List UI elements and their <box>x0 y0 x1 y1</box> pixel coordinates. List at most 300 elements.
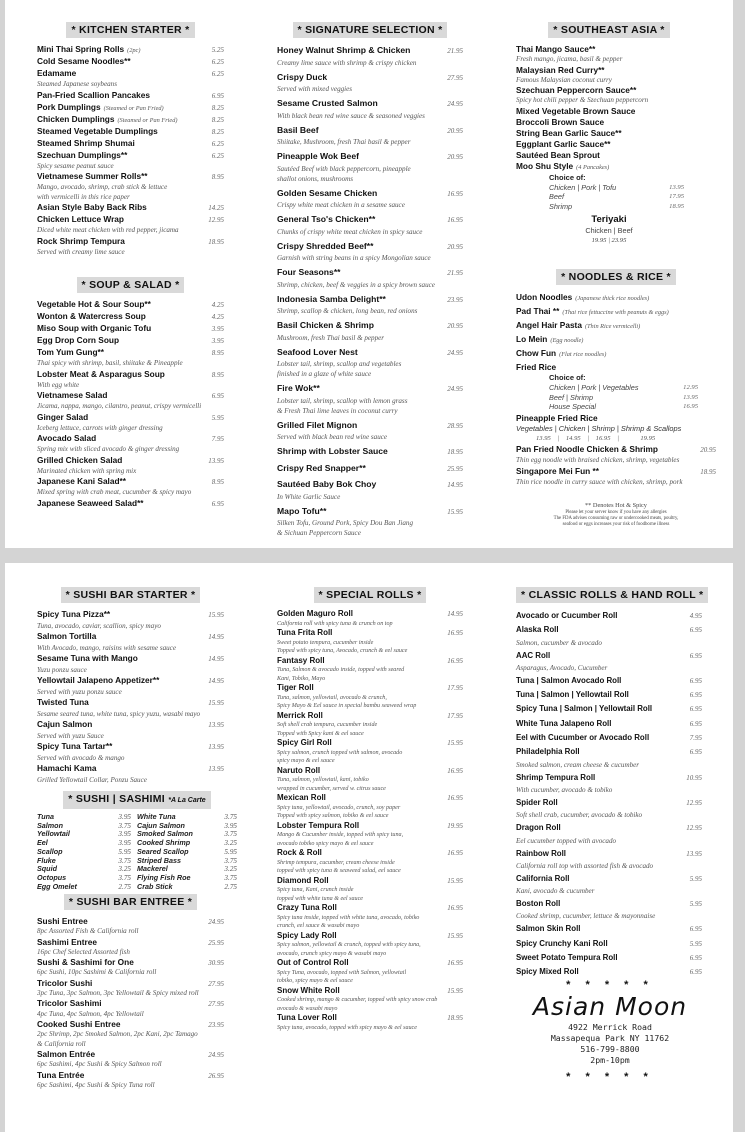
item-row <box>37 68 224 80</box>
menu-item <box>277 609 463 628</box>
menu-items <box>37 916 224 1090</box>
item-name: Crab Stick <box>137 881 173 891</box>
menu-items <box>37 44 224 257</box>
item-row <box>37 631 224 643</box>
item-name: Spicy Mixed Roll <box>516 967 579 977</box>
item-note: (Steamed or Pan Fried) <box>103 104 164 112</box>
item-name: Tuna <box>37 812 55 821</box>
item-name: Avocado Salad <box>37 433 97 443</box>
menu-item <box>277 150 463 184</box>
item-name: Udon Noodles <box>516 292 573 302</box>
choice-label: Beef <box>549 192 565 201</box>
section-sushi-bar-entree <box>37 894 224 1090</box>
item-price: 16.95 <box>447 629 463 637</box>
item-row <box>277 1013 463 1024</box>
item-row <box>516 717 702 731</box>
item-name: White Tuna <box>137 812 176 821</box>
item-price: 16.95 <box>447 189 463 198</box>
item-row <box>516 333 716 347</box>
menu-item <box>516 412 716 443</box>
item-price: 7.95 <box>689 734 702 743</box>
item-name: Spicy Crunchy Kani Roll <box>516 938 608 948</box>
item-row <box>277 150 463 164</box>
item-row <box>277 656 463 667</box>
item-price: 6.25 <box>211 151 224 160</box>
item-row <box>516 771 702 785</box>
item-row <box>37 916 224 927</box>
item-name: Edamame <box>37 68 77 78</box>
item-price: 3.95 <box>211 325 224 333</box>
item-price: 30.95 <box>208 959 224 968</box>
item-name: Mexican Roll <box>277 793 326 802</box>
item-price: 16.95 <box>447 959 463 967</box>
item-name: Fire Wok** <box>277 383 320 393</box>
item-price: 14.25 <box>208 204 224 212</box>
item-price: 15.95 <box>447 739 463 747</box>
menu-item <box>516 702 702 716</box>
item-price: 3.75 <box>224 813 237 821</box>
item-description: tobiko, spicy mayo & eel sauce <box>277 978 353 984</box>
item-price: 17.95 <box>447 684 463 692</box>
item-name: Mackerel <box>137 864 168 874</box>
menu-item <box>37 323 224 335</box>
item-description: spicy mayo & eel sauce <box>277 758 335 764</box>
item-name: Szechuan Peppercorn Sauce** <box>516 85 637 95</box>
choice-option <box>549 402 716 412</box>
item-name: Philadelphia Roll <box>516 747 580 757</box>
stars-top: * * * * * <box>566 979 654 991</box>
item-price: 5.95 <box>689 900 702 909</box>
menu-item <box>516 214 702 245</box>
item-name: Seared Scallop <box>137 846 189 856</box>
item-name: Chow Fun <box>516 348 557 358</box>
item-price: 16.95 <box>447 656 463 665</box>
item-row <box>277 848 463 859</box>
item-name: Broccoli Brown Sauce <box>516 116 605 127</box>
choice-option <box>549 383 716 393</box>
item-description: Fresh mango, jicama, basil & pepper <box>516 55 623 63</box>
item-row <box>516 897 702 911</box>
item-price: 18.95 <box>208 237 224 246</box>
item-name: Lo Mein <box>516 334 548 344</box>
item-row <box>516 821 702 835</box>
item-price: 19.95 <box>447 821 463 830</box>
item-name: Hamachi Kama <box>37 763 97 773</box>
item-description: 6pc Sashimi, 4pc Sushi & Spicy Salmon roll <box>37 1060 162 1069</box>
section-title-text: * SPECIAL ROLLS * <box>318 589 422 601</box>
menu-item <box>37 1019 224 1049</box>
item-row <box>516 609 702 623</box>
menu-item <box>516 609 702 623</box>
item-note: (Steamed or Pan Fried) <box>117 116 178 124</box>
item-price: 20.95 <box>447 242 463 251</box>
item-description: With egg white <box>37 380 80 389</box>
item-name: Tiger Roll <box>277 683 314 692</box>
item-description: Marinated chicken with spring mix <box>37 466 137 475</box>
item-price: 24.95 <box>447 385 463 393</box>
item-row <box>37 335 224 347</box>
item-row <box>37 202 224 214</box>
menu-item <box>37 150 224 172</box>
item-name: Scallop <box>37 846 63 856</box>
menu-item <box>516 319 716 333</box>
option-list: Vegetables | Chicken | Shrimp | Shrimp & Scallops <box>516 423 682 433</box>
item-name: Naruto Roll <box>277 765 321 775</box>
section-kitchen-starter <box>37 22 224 257</box>
menu-item <box>37 236 224 258</box>
item-price: 6.95 <box>689 719 702 728</box>
menu-item <box>516 305 716 319</box>
item-price: 8.25 <box>211 115 224 124</box>
menu-item <box>37 631 224 653</box>
menu-item <box>37 937 224 958</box>
menu-item <box>37 455 224 477</box>
item-description: Cooked shrimp, cucumber, lettuce & mayonnaise <box>516 912 656 921</box>
menu-item <box>516 291 716 305</box>
item-price: 13.95 <box>686 849 702 858</box>
item-price: 25.95 <box>447 464 463 473</box>
item-row <box>516 674 702 688</box>
menu-item <box>277 97 463 121</box>
item-name: Cooked Sushi Entree <box>37 1019 121 1030</box>
menu-item <box>37 90 224 102</box>
item-description: Topped with spicy tuna, Avocado, crunch & eel sauce <box>277 648 408 654</box>
item-description: Served with yuzu ponzu sauce <box>37 688 122 696</box>
item-description: Mixed spring with crab meat, cucumber & spicy mayo <box>37 488 192 496</box>
item-row <box>277 505 463 519</box>
item-price: 3.75 <box>224 873 237 882</box>
item-row <box>516 922 702 936</box>
item-row <box>277 876 463 887</box>
item-row <box>516 117 702 128</box>
item-row <box>277 609 463 620</box>
item-name: Sesame Crusted Salmon <box>277 98 378 108</box>
item-description: Tuna, Salmon & avocado inside, topped with seared <box>277 667 405 673</box>
item-name: Cajun Salmon <box>137 820 185 830</box>
menu-item <box>516 872 702 897</box>
menu-item <box>277 931 463 959</box>
item-row <box>277 478 463 492</box>
menu-item <box>37 171 224 202</box>
item-price: 6.95 <box>211 91 224 100</box>
item-price: 28.95 <box>447 421 463 430</box>
item-price: 27.95 <box>208 979 224 988</box>
item-description: Shrimp tempura, cucumber, cream cheese inside <box>277 859 395 866</box>
menu-item <box>277 848 463 876</box>
item-name: Mapo Tofu** <box>277 505 327 516</box>
item-row <box>516 128 702 139</box>
item-price: 8.95 <box>211 349 224 357</box>
menu-item <box>37 675 224 697</box>
item-row <box>516 161 702 173</box>
item-name: Spicy Lady Roll <box>277 930 337 940</box>
item-name: Egg Drop Corn Soup <box>37 335 120 345</box>
item-name: Merrick Roll <box>277 710 323 720</box>
item-description: In White Garlic Sauce <box>277 492 341 501</box>
menu-item <box>277 1013 463 1032</box>
item-row <box>37 978 224 989</box>
menu-item <box>37 335 224 347</box>
item-row <box>37 114 224 126</box>
item-description: finished in a glaze of white sauce <box>277 370 372 378</box>
item-row <box>516 44 702 55</box>
item-description: Grilled Yellowtail Collar, Ponzu Sauce <box>37 776 147 784</box>
choice-option <box>549 393 716 403</box>
hours: 2pm-10pm <box>590 1055 630 1065</box>
item-name: Crispy Shredded Beef** <box>277 240 374 251</box>
item-price: 6.95 <box>211 392 224 400</box>
item-row <box>516 443 716 456</box>
item-name: Asian Style Baby Back Ribs <box>37 202 147 212</box>
item-price: 20.95 <box>700 445 716 454</box>
menu-item <box>277 213 463 237</box>
section-sushi-sashimi <box>37 791 237 891</box>
menu-item <box>37 390 224 412</box>
menu-item <box>277 628 463 656</box>
choice-price: 17.95 <box>669 193 684 200</box>
item-price: 18.95 <box>700 468 716 476</box>
item-name: Sesame Tuna with Mango <box>37 653 138 663</box>
item-price: 17.95 <box>447 711 463 720</box>
item-description: Lobster tail, shrimp, scallop and vegetables <box>277 360 402 368</box>
item-price: 3.95 <box>118 813 131 821</box>
item-price: 3.25 <box>118 865 131 874</box>
item-row <box>37 675 224 687</box>
menu-item <box>516 649 702 674</box>
item-price: 18.95 <box>447 1014 463 1022</box>
item-name: Mixed Vegetable Brown Sauce <box>516 105 636 116</box>
item-name: Pork Dumplings <box>37 101 101 112</box>
item-price: 7.95 <box>211 435 224 443</box>
menu-item <box>37 763 224 785</box>
choice-label: Shrimp <box>549 201 573 211</box>
item-price: 3.75 <box>224 856 237 865</box>
item-name: Sushi & Sashimi for One <box>37 957 134 968</box>
item-description: Lobster tail, shrimp, scallop with lemon grass <box>277 396 408 405</box>
item-row <box>37 476 224 488</box>
item-description: Silken Tofu, Ground Pork, Spicy Dou Ban Jiang <box>277 519 414 527</box>
item-name: Moo Shu Style <box>516 160 574 171</box>
menu-item <box>516 65 702 86</box>
item-row <box>37 1019 224 1030</box>
item-description: Spicy hot chili pepper & Szechuan peppercorn <box>516 96 649 104</box>
item-description: avocado tobiko spicy mayo & eel sauce <box>277 840 374 847</box>
item-price: 16.95 <box>447 216 463 224</box>
section-title-text: * SOUP & SALAD * <box>81 279 180 291</box>
menu-item <box>37 476 224 498</box>
choice-title: Choice of: <box>549 373 586 382</box>
item-name: Pan-Fried Scallion Pancakes <box>37 89 150 100</box>
item-row <box>277 931 463 942</box>
item-description: 4pc Tuna, 4pc Salmon, 4pc Yellowtail <box>37 1009 144 1018</box>
item-price: 15.95 <box>208 611 224 619</box>
menu-item <box>277 124 463 148</box>
item-name: Sashimi Entree <box>37 936 97 947</box>
item-name: Mini Thai Spring Rolls <box>37 44 125 54</box>
menu-item <box>37 214 224 236</box>
item-price: 15.95 <box>447 507 463 516</box>
choice-label: Beef | Shrimp <box>549 392 594 402</box>
item-row <box>516 951 702 965</box>
footnote-line: ** Denotes Hot & Spicy <box>585 501 647 509</box>
item-name: Twisted Tuna <box>37 697 89 707</box>
menu-item <box>516 674 702 688</box>
item-name: Spicy Girl Roll <box>277 738 332 747</box>
item-row <box>277 821 463 832</box>
menu-item <box>516 847 702 872</box>
section-title-text: * SOUTHEAST ASIA * <box>553 24 665 36</box>
item-name: Out of Control Roll <box>277 958 349 967</box>
item-price: 27.95 <box>447 73 463 82</box>
menu-item <box>277 462 463 476</box>
menu-item <box>516 745 702 770</box>
section-title <box>556 269 676 285</box>
item-price: 3.95 <box>118 830 131 839</box>
item-price: 15.95 <box>447 931 463 940</box>
item-description: Kani, avocado & cucumber <box>516 887 595 896</box>
item-name: Spicy Tuna | Salmon | Yellowtail Roll <box>516 704 653 714</box>
item-name: Thai Mango Sauce** <box>516 44 596 54</box>
menu-item <box>37 56 224 68</box>
item-price: 24.95 <box>447 348 463 357</box>
item-row <box>516 688 702 702</box>
item-price: 5.95 <box>689 939 702 948</box>
item-row <box>516 305 716 319</box>
menu-item <box>37 202 224 214</box>
item-price: 3.75 <box>224 830 237 839</box>
item-price: 8.95 <box>211 173 224 181</box>
menu-item <box>277 793 463 821</box>
item-description: & Sichuan Peppercorn Sauce <box>277 529 361 537</box>
item-row <box>277 213 463 227</box>
item-price: 14.95 <box>447 481 463 489</box>
item-price: 8.25 <box>211 127 224 136</box>
item-price: 14.95 <box>208 677 224 685</box>
option-prices: 13.95 | 14.95 | 16.95 | 19.95 <box>536 434 656 442</box>
item-price: 16.95 <box>447 766 463 775</box>
item-row <box>37 609 224 621</box>
item-name: Cajun Salmon <box>37 719 93 729</box>
item-price: 6.95 <box>689 748 702 757</box>
section-title-text: * SUSHI BAR ENTREE * <box>68 896 193 908</box>
item-row <box>37 44 224 56</box>
item-price: 10.95 <box>686 773 702 782</box>
item-description: Mango & Cucumber inside, topped with spicy tuna, <box>277 832 404 838</box>
item-row <box>277 71 463 85</box>
restaurant-info <box>520 978 700 1084</box>
item-name: Spicy Tuna Pizza** <box>37 609 111 619</box>
item-name: Lobster Meat & Asparagus Soup <box>37 368 165 379</box>
item-name: Eggplant Garlic Sauce** <box>516 138 611 149</box>
menu-item <box>277 986 463 1014</box>
item-price: 6.95 <box>211 499 224 508</box>
item-note: (Flat rice noodles) <box>559 351 607 358</box>
item-description: Cooked shrimp, mango & cucumber, topped with spicy snow crab <box>277 997 438 1003</box>
choice-price: 16.95 <box>683 403 698 410</box>
item-price: 6.95 <box>689 676 702 685</box>
item-row <box>516 319 716 333</box>
item-price: 16.95 <box>447 849 463 857</box>
menu-item <box>37 138 224 150</box>
item-description: & California roll <box>37 1039 86 1048</box>
item-price: 6.95 <box>689 705 702 714</box>
item-name: Smoked Salmon <box>137 829 193 839</box>
item-price: 14.95 <box>447 610 463 618</box>
item-name: Honey Walnut Shrimp & Chicken <box>277 45 411 55</box>
menu-item <box>37 719 224 741</box>
menu-item <box>277 738 463 766</box>
menu-item <box>277 683 463 711</box>
menu-item <box>516 347 716 361</box>
menu-item <box>516 951 702 965</box>
item-name: White Tuna Jalapeno Roll <box>516 718 612 728</box>
choice-label: Chicken | Pork | Tofu <box>549 182 617 192</box>
choice-option <box>549 202 702 212</box>
item-name: Yellowtail Jalapeno Appetizer** <box>37 675 160 685</box>
item-row <box>277 711 463 722</box>
item-row <box>516 731 702 745</box>
item-description: Salmon, cucumber & avocado <box>516 638 602 647</box>
item-row <box>37 1049 224 1060</box>
item-description: Famous Malaysian coconut curry <box>516 75 612 84</box>
choice-label: House Special <box>549 402 597 411</box>
item-description: Thin egg noodle with braised chicken, shrimp, vegetables <box>516 455 680 464</box>
item-name: General Tso's Chicken** <box>277 214 376 224</box>
choice-title: Choice of: <box>549 172 586 182</box>
item-price: 25.95 <box>208 938 224 947</box>
item-name: Tuna Lover Roll <box>277 1013 337 1022</box>
item-row <box>516 361 716 373</box>
item-price: 14.95 <box>208 633 224 641</box>
item-description: avocado, crunch spicy mayo & wasabi mayo <box>277 950 387 957</box>
menu-item <box>277 293 463 317</box>
item-row <box>37 763 224 775</box>
item-name: Chicken Dumplings <box>37 113 115 124</box>
item-description: Sautéed Beef with black peppercorn, pineapple <box>277 164 411 173</box>
item-name: Singapore Mei Fun ** <box>516 466 599 476</box>
item-row <box>37 323 224 335</box>
menu-item <box>516 333 716 347</box>
item-description: Creamy lime sauce with shrimp & crispy chicken <box>277 58 417 67</box>
item-row <box>37 299 224 311</box>
item-name: Grilled Filet Mignon <box>277 419 358 430</box>
item-description: Shrimp, chicken, beef & veggies in a spicy brown sauce <box>277 280 435 289</box>
item-price: 6.95 <box>689 925 702 934</box>
footnote-line: The FDA advises consuming raw or undercooked meats, poultry, <box>553 515 679 521</box>
menu-item <box>277 319 463 343</box>
item-name: Steamed Shrimp Shumai <box>37 137 135 148</box>
item-row <box>516 872 702 886</box>
item-row <box>516 412 716 424</box>
item-name: Salmon Tortilla <box>37 631 97 641</box>
menu-item <box>277 821 463 849</box>
item-price: 20.95 <box>447 322 463 330</box>
choice-option <box>549 192 702 202</box>
item-name: Pad Thai ** <box>516 306 560 316</box>
item-price: 3.75 <box>118 856 131 865</box>
menu-item <box>516 443 716 466</box>
item-description: Asparagus, Avocado, Cucumber <box>516 663 608 672</box>
item-description: Mango, avocado, shrimp, crab stick & lettuce <box>37 183 168 191</box>
item-description: With cucumber, avocado & tobiko <box>516 785 613 794</box>
item-name: Fluke <box>37 855 56 865</box>
item-description: Spicy tuna, avocado, topped with spicy mayo & eel sauce <box>277 1024 417 1031</box>
item-row <box>277 462 463 476</box>
menu-item <box>516 897 702 922</box>
item-name: Angel Hair Pasta <box>516 320 582 330</box>
section-title-text: * SUSHI | SASHIMI <box>68 793 169 805</box>
menu-item <box>37 697 224 719</box>
